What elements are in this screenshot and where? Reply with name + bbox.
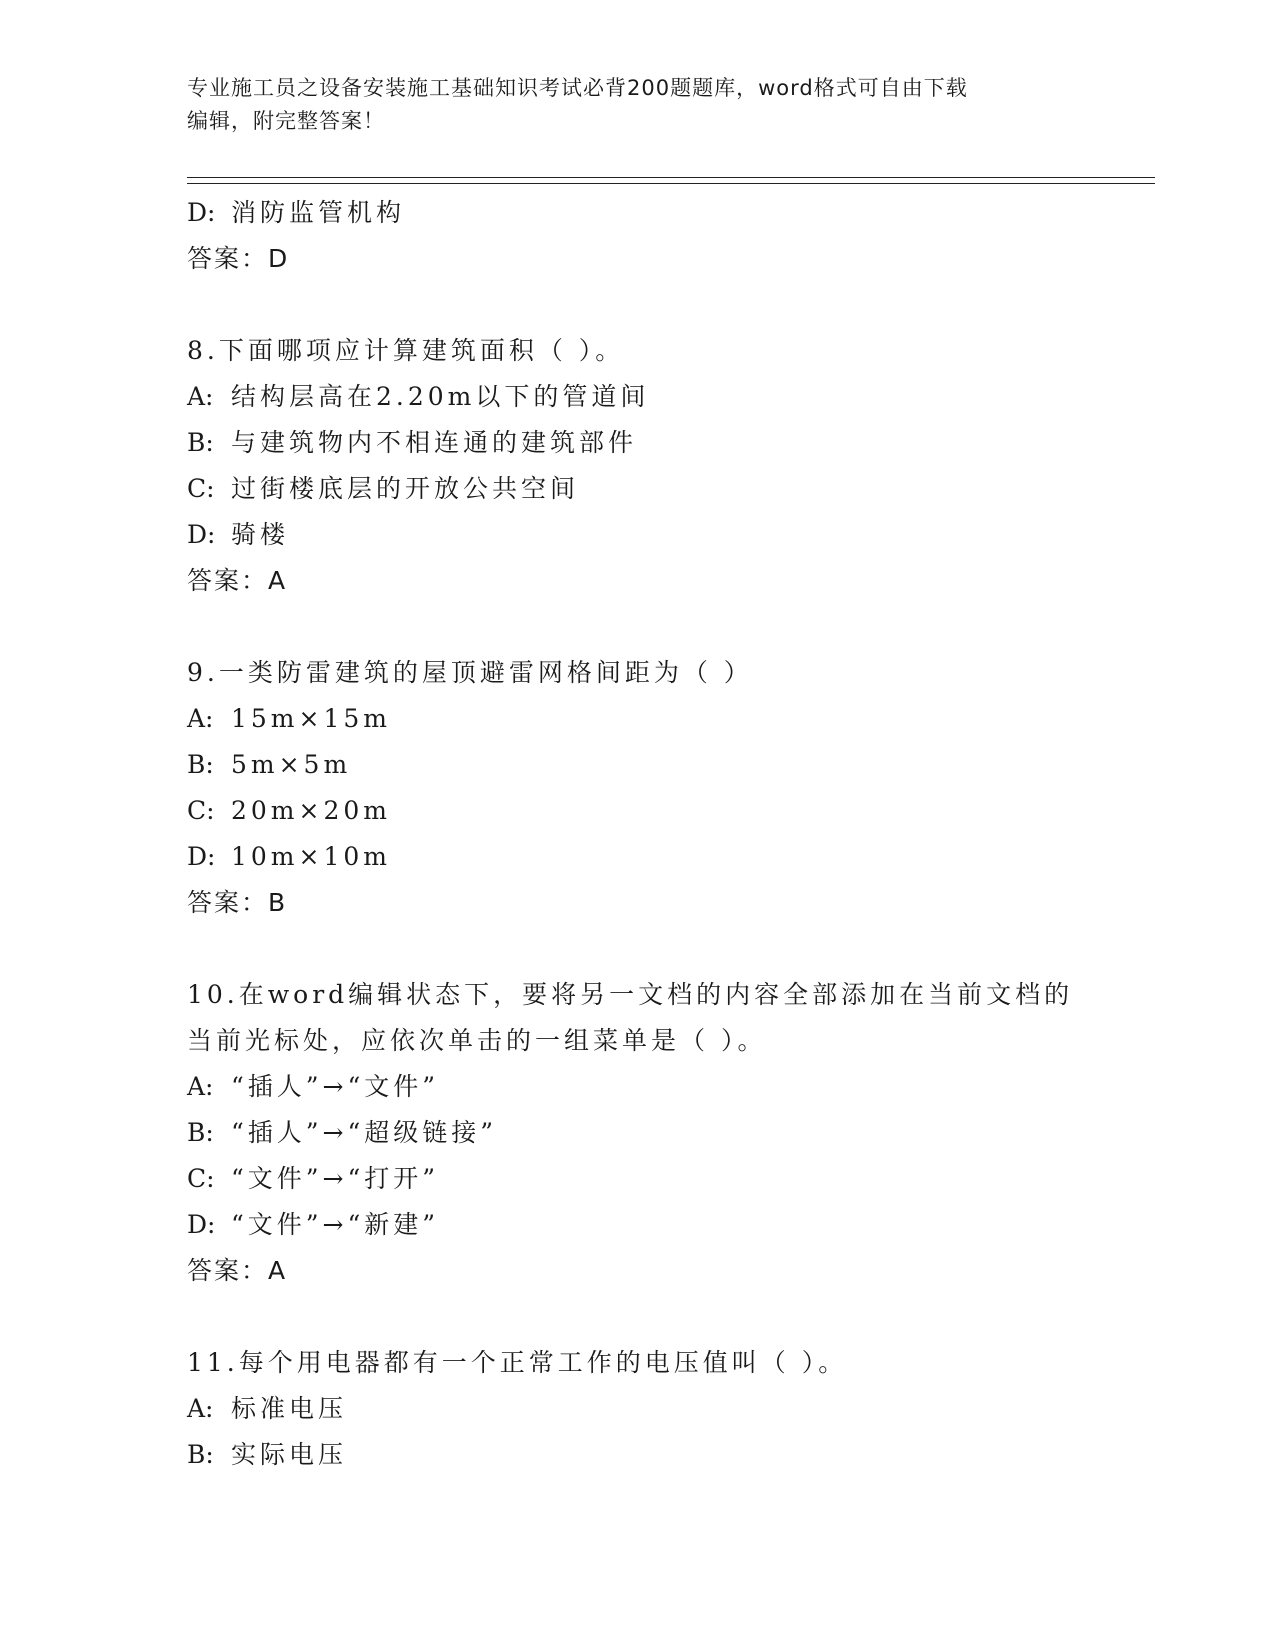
option-key: A:	[187, 1072, 214, 1101]
option-key: D:	[187, 198, 216, 227]
option-key: C:	[187, 1164, 215, 1193]
option-item	[187, 512, 1155, 558]
option-key: B:	[187, 1118, 214, 1147]
question-block	[187, 328, 1155, 604]
answer-line: 答案：B	[187, 888, 288, 917]
option-key: C:	[187, 474, 215, 503]
header-line-1: 专业施工员之设备安装施工基础知识考试必背200题题库，word格式可自由下载	[187, 76, 968, 100]
option-key: C:	[187, 796, 215, 825]
option-item	[187, 1202, 1155, 1248]
spacer	[187, 1294, 1155, 1340]
answer-line: 答案：D	[187, 244, 290, 273]
question-stem-continued: 当前光标处，应依次单击的一组菜单是（ ）。	[187, 1026, 767, 1055]
question-block	[187, 1340, 1155, 1478]
option-key: D:	[187, 520, 216, 549]
option-item	[187, 788, 1155, 834]
option-text: “文件”→“新建”	[231, 1210, 440, 1239]
option-text: 结构层高在2.20m以下的管道间	[231, 382, 650, 411]
question-block	[187, 972, 1155, 1294]
option-text: 10m×10m	[231, 842, 391, 871]
option-key: A:	[187, 382, 214, 411]
option-item	[187, 742, 1155, 788]
question-block	[187, 650, 1155, 926]
header-line-2: 编辑，附完整答案！	[187, 109, 385, 133]
question-stem: 10.在word编辑状态下，要将另一文档的内容全部添加在当前文档的	[187, 980, 1074, 1009]
option-item	[187, 1386, 1155, 1432]
option-text: “插人”→“超级链接”	[231, 1118, 498, 1147]
option-item	[187, 190, 1155, 236]
option-key: D:	[187, 1210, 216, 1239]
option-text: 过街楼底层的开放公共空间	[231, 474, 580, 503]
spacer	[187, 282, 1155, 328]
option-item	[187, 696, 1155, 742]
option-key: A:	[187, 1394, 214, 1423]
spacer	[187, 604, 1155, 650]
option-key: D:	[187, 842, 216, 871]
answer-line: 答案：A	[187, 566, 288, 595]
option-text: 标准电压	[231, 1394, 348, 1423]
header-divider-top	[187, 177, 1155, 178]
option-item	[187, 1110, 1155, 1156]
option-item	[187, 834, 1155, 880]
option-item	[187, 1432, 1155, 1478]
answer-line: 答案：A	[187, 1256, 288, 1285]
option-key: B:	[187, 750, 214, 779]
option-text: 15m×15m	[231, 704, 391, 733]
option-item	[187, 1156, 1155, 1202]
document-header	[187, 72, 1087, 138]
option-item	[187, 1064, 1155, 1110]
option-key: B:	[187, 428, 214, 457]
option-key: A:	[187, 704, 214, 733]
option-text: “文件”→“打开”	[231, 1164, 440, 1193]
spacer	[187, 926, 1155, 972]
header-divider-bottom	[187, 183, 1155, 184]
option-text: 实际电压	[231, 1440, 348, 1469]
question-stem: 9.一类防雷建筑的屋顶避雷网格间距为（ ）	[187, 658, 753, 687]
option-text: 20m×20m	[231, 796, 391, 825]
option-text: “插人”→“文件”	[231, 1072, 440, 1101]
option-item	[187, 420, 1155, 466]
question-stem: 8.下面哪项应计算建筑面积（ ）。	[187, 336, 625, 365]
option-key: B:	[187, 1440, 214, 1469]
question-stem: 11.每个用电器都有一个正常工作的电压值叫（ ）。	[187, 1348, 848, 1377]
option-text: 骑楼	[231, 520, 290, 549]
option-text: 5m×5m	[231, 750, 352, 779]
option-text: 与建筑物内不相连通的建筑部件	[231, 428, 638, 457]
question-list	[187, 190, 1155, 1478]
option-item	[187, 466, 1155, 512]
option-item	[187, 374, 1155, 420]
option-text: 消防监管机构	[231, 198, 406, 227]
